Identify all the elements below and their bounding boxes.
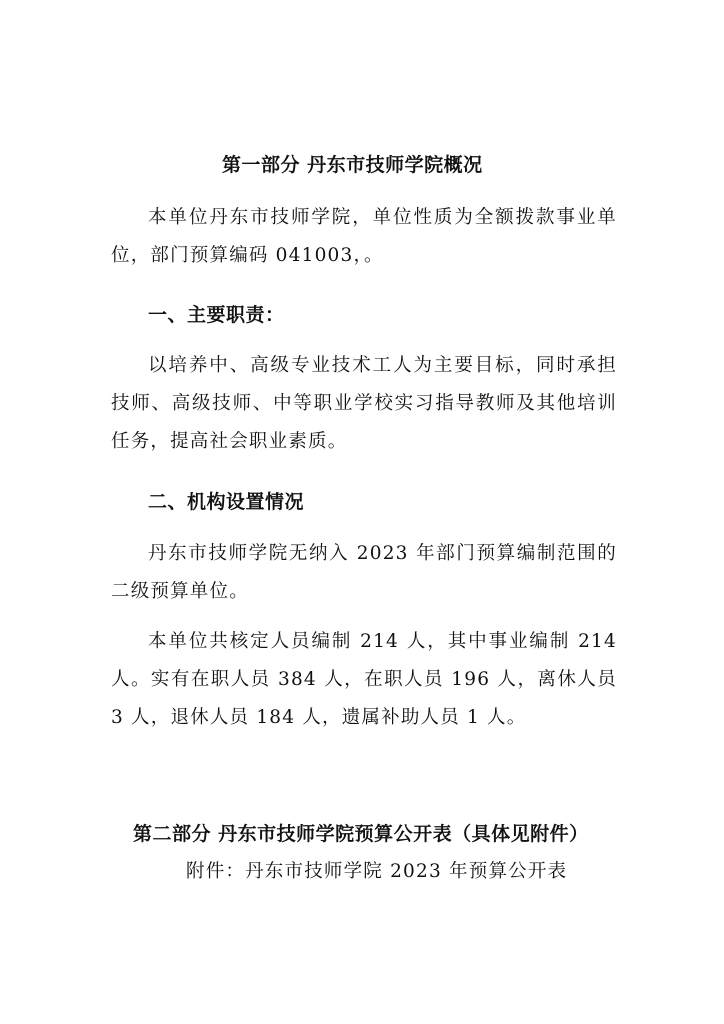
section1-heading: 一、主要职责：	[148, 304, 285, 326]
part1-title: 第一部分 丹东市技师学院概况	[222, 154, 483, 176]
part2-title: 第二部分 丹东市技师学院预算公开表（具体见附件）	[133, 823, 589, 845]
part1-intro-paragraph: 本单位丹东市技师学院，单位性质为全额拨款事业单位，部门预算编码 041003，。	[111, 207, 617, 266]
section2-body1-paragraph: 丹东市技师学院无纳入 2023 年部门预算编制范围的二级预算单位。	[111, 543, 617, 602]
section2-body2-paragraph: 本单位共核定人员编制 214 人，其中事业编制 214 人。实有在职人员 384 人，在职人员 196 人，离休人员 3 人，退休人员 184 人，遗属补助人员 1 人。	[111, 631, 617, 728]
section2-heading: 二、机构设置情况	[148, 491, 305, 513]
section1-body-paragraph: 以培养中、高级专业技术工人为主要目标，同时承担技师、高级技师、中等职业学校实习指导教师及其他培训任务，提高社会职业素质。	[111, 355, 617, 452]
attachment-note: 附件：丹东市技师学院 2023 年预算公开表	[186, 861, 568, 882]
